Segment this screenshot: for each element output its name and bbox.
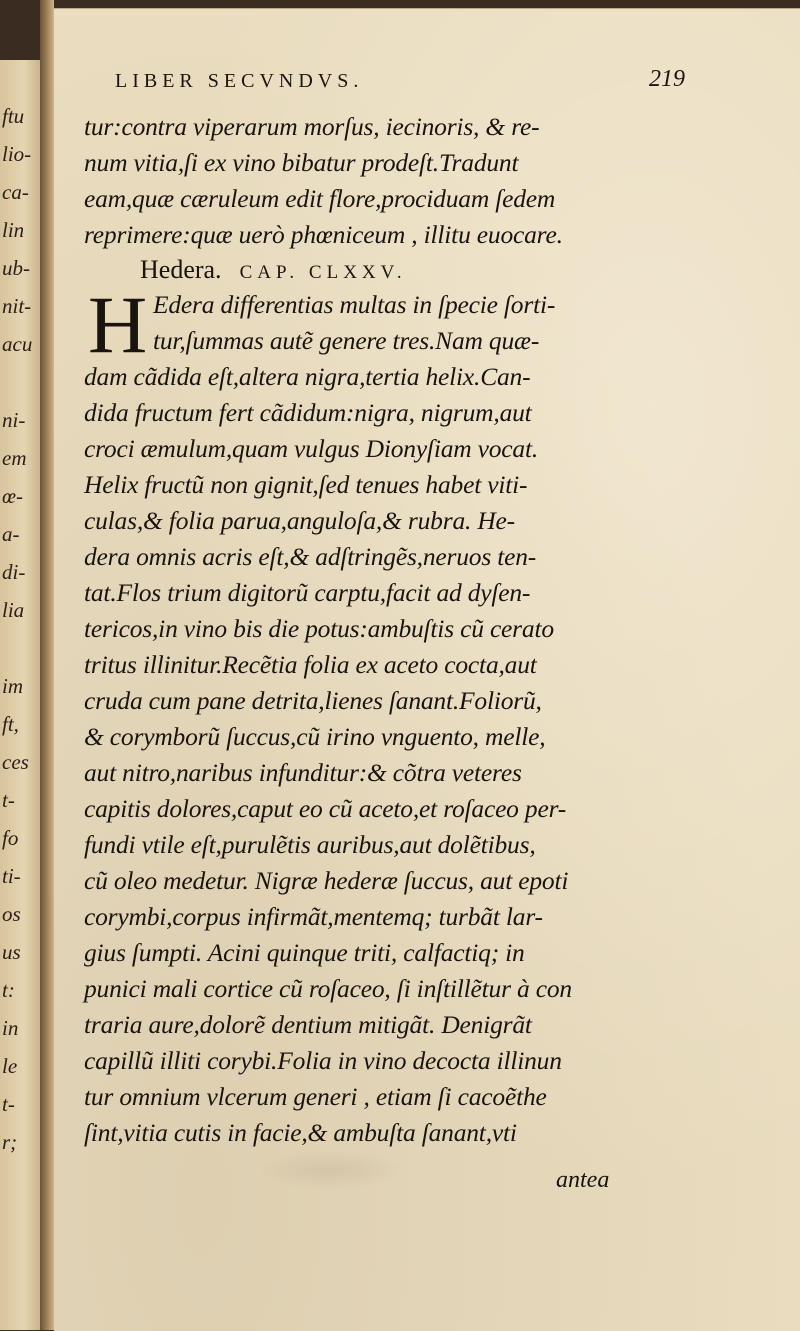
facing-page-fragment: fo xyxy=(2,826,19,850)
text-line: num vitia,ſi ex vino bibatur prodeſt.Tradunt xyxy=(84,148,519,177)
chapter-heading xyxy=(140,255,560,289)
facing-page-fragment: ti- xyxy=(2,864,21,888)
text-line: croci æmulum,quam vulgus Dionyſiam vocat. xyxy=(84,434,539,463)
text-line: tur omnium vlcerum generi , etiam ſi cacoẽthe xyxy=(84,1082,547,1111)
text-line: capitis dolores,caput eo cũ aceto,et roſaceo per- xyxy=(84,794,567,823)
text-line: corymbi,corpus infirmãt,mentemq; turbãt lar- xyxy=(84,902,543,931)
text-line: ſint,vitia cutis in facie,& ambuſta ſanant,vti xyxy=(84,1118,517,1147)
text-line: dam cãdida eſt,altera nigra,tertia helix.Can- xyxy=(84,362,531,391)
facing-page-fragment: nit- xyxy=(2,294,32,318)
text-line: cruda cum pane detrita,lienes ſanant.Foliorũ, xyxy=(84,686,542,715)
facing-page-fragment: lin xyxy=(2,218,25,242)
facing-page-fragment: a- xyxy=(2,522,20,546)
chapter-title: Hedera. xyxy=(140,255,222,284)
facing-page-fragment: ub- xyxy=(2,256,30,280)
text-line: capillũ illiti corybi.Folia in vino decocta illinun xyxy=(84,1046,562,1075)
page-number: 219 xyxy=(649,66,685,92)
facing-page-fragment: r; xyxy=(2,1130,18,1154)
text-line: tericos,in vino bis die potus:ambuſtis cũ cerato xyxy=(84,614,554,643)
text-line: gius ſumpti. Acini quinque triti, calfactiq; in xyxy=(84,938,525,967)
text-line: & corymborũ ſuccus,cũ irino vnguento, melle, xyxy=(84,722,546,751)
text-line: Helix fructũ non gignit,ſed tenues habet viti- xyxy=(84,470,528,499)
chapter-number: CAP. CLXXV. xyxy=(239,262,407,283)
text-line: dida fructum fert cãdidum:nigra, nigrum,aut xyxy=(84,398,532,427)
catchword: antea xyxy=(556,1167,610,1193)
facing-page-fragment: di- xyxy=(2,560,26,584)
facing-page-fragment: ces xyxy=(2,750,29,774)
facing-page-fragment: im xyxy=(2,674,23,698)
text-line: aut nitro,naribus infunditur:& cõtra veteres xyxy=(84,758,522,787)
drop-capital: H xyxy=(88,279,148,370)
text-line: tat.Flos trium digitorũ carptu,facit ad dyſen- xyxy=(84,578,531,607)
facing-page-fragment: em xyxy=(2,446,27,470)
text-line: reprimere:quæ uerò phœniceum , illitu euocare. xyxy=(84,220,563,249)
text-line: traria aure,dolorẽ dentium mitigãt. Denigrãt xyxy=(84,1010,532,1039)
text-line: eam,quæ cæruleum edit flore,prociduam ſedem xyxy=(84,184,556,213)
text-line: tur:contra viperarum morſus, iecinoris, & re- xyxy=(84,112,540,141)
facing-page-fragment: us xyxy=(2,940,21,964)
running-title: LIBER SECVNDVS. xyxy=(115,70,364,92)
text-line: tritus illinitur.Recẽtia folia ex aceto cocta,aut xyxy=(84,650,537,679)
facing-page-fragment: in xyxy=(2,1016,19,1040)
facing-page-fragment: acu xyxy=(2,332,33,356)
facing-page-fragment: ni- xyxy=(2,408,26,432)
facing-page-fragment: ca- xyxy=(2,180,29,204)
text-line: fundi vtile eſt,purulẽtis auribus,aut dolẽtibus, xyxy=(84,830,536,859)
facing-page-fragment: t- xyxy=(2,1092,15,1116)
text-line: dera omnis acris eſt,& adſtringẽs,neruos ten- xyxy=(84,542,537,571)
facing-page-fragment: os xyxy=(2,902,21,926)
facing-page-edge xyxy=(0,60,40,1330)
facing-page-fragment: lio- xyxy=(2,142,32,166)
text-line: punici mali cortice cũ roſaceo, ſi inſtillẽtur à con xyxy=(84,974,572,1003)
book-gutter xyxy=(40,0,54,1330)
text-line: tur,ſummas autẽ genere tres.Nam quæ- xyxy=(153,326,540,355)
facing-page-fragment: lia xyxy=(2,598,25,622)
facing-page-fragment: œ- xyxy=(2,484,23,508)
text-line: culas,& folia parua,anguloſa,& rubra. He- xyxy=(84,506,515,535)
ink-bleed-stain xyxy=(255,1150,405,1190)
facing-page-fragment: ft, xyxy=(2,712,19,736)
facing-page-fragment: t: xyxy=(2,978,15,1002)
text-line: cũ oleo medetur. Nigræ hederæ ſuccus, aut epoti xyxy=(84,866,569,895)
running-header xyxy=(115,66,685,96)
facing-page-fragment: ftu xyxy=(2,104,25,128)
facing-page-fragment: t- xyxy=(2,788,15,812)
facing-page-fragment: le xyxy=(2,1054,18,1078)
text-line: Edera differentias multas in ſpecie ſorti- xyxy=(153,290,556,319)
